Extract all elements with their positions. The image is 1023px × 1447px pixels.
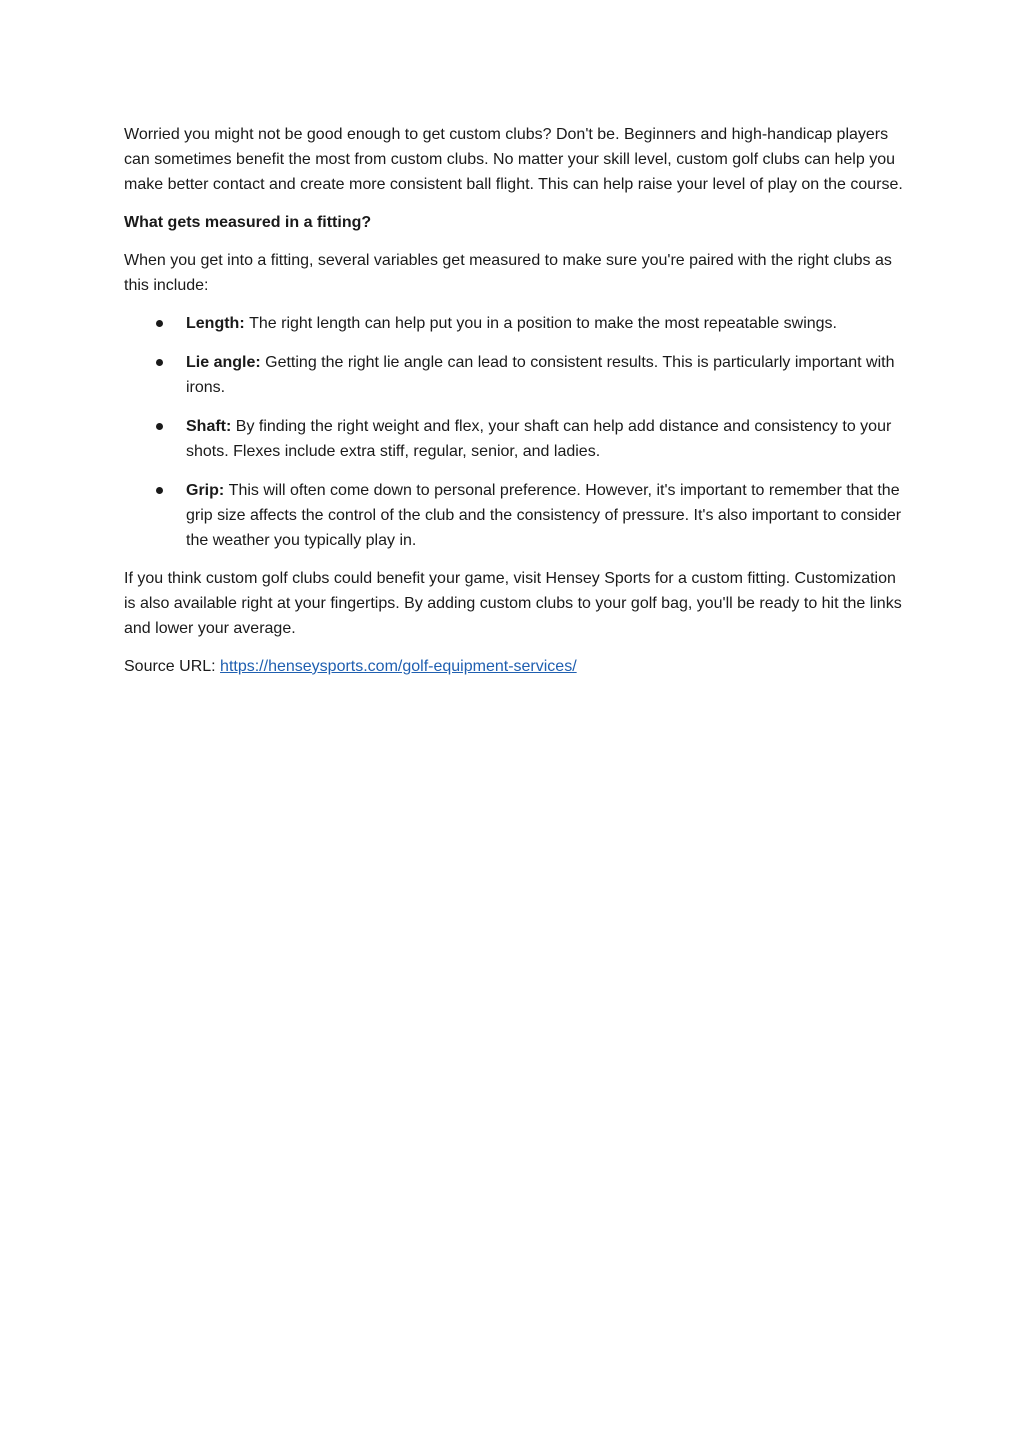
list-item-text: By finding the right weight and flex, your shaft can help add distance and consistency to your shots. Flexes include extra stiff, regular, senior, and ladies. [186, 418, 892, 460]
source-line [124, 654, 904, 679]
list-item-lie-angle [124, 350, 904, 400]
section-heading: What gets measured in a fitting? [124, 214, 372, 231]
list-item-text: Getting the right lie angle can lead to consistent results. This is particularly important with irons. [186, 354, 895, 396]
fitting-variables-list [124, 311, 904, 553]
list-item-grip [124, 478, 904, 553]
intro-paragraph: Worried you might not be good enough to get custom clubs? Don't be. Beginners and high-handicap players can sometimes benefit the most from custom clubs. No matter your skill level, custom golf clubs can help you make better contact and create more consistent ball flight. This can help raise your level of play on the course. [124, 126, 903, 193]
bullet-icon [156, 320, 163, 327]
source-url-link[interactable]: https://henseysports.com/golf-equipment-services/ [220, 658, 577, 675]
list-item-text: This will often come down to personal preference. However, it's important to remember that the grip size affects the control of the club and the consistency of pressure. It's also important to consider the weather you typically play in. [186, 482, 902, 549]
document-body [124, 122, 904, 692]
list-item-term: Length: [186, 315, 250, 332]
closing-paragraph: If you think custom golf clubs could benefit your game, visit Hensey Sports for a custom fitting. Customization is also available right at your fingertips. By adding custom clubs to your golf bag, you'll be ready to hit the links and lower your average. [124, 570, 902, 637]
source-label: Source URL: [124, 658, 221, 675]
list-item-shaft [124, 414, 904, 464]
list-item-term: Grip: [186, 482, 229, 499]
bullet-icon [156, 487, 163, 494]
bullet-icon [156, 359, 163, 366]
list-item-text: The right length can help put you in a position to make the most repeatable swings. [249, 315, 837, 332]
list-item-term: Shaft: [186, 418, 236, 435]
list-item-length [124, 311, 904, 336]
list-item-term: Lie angle: [186, 354, 266, 371]
bullet-icon [156, 423, 163, 430]
section-intro-paragraph: When you get into a fitting, several variables get measured to make sure you're paired with the right clubs as this include: [124, 252, 892, 294]
